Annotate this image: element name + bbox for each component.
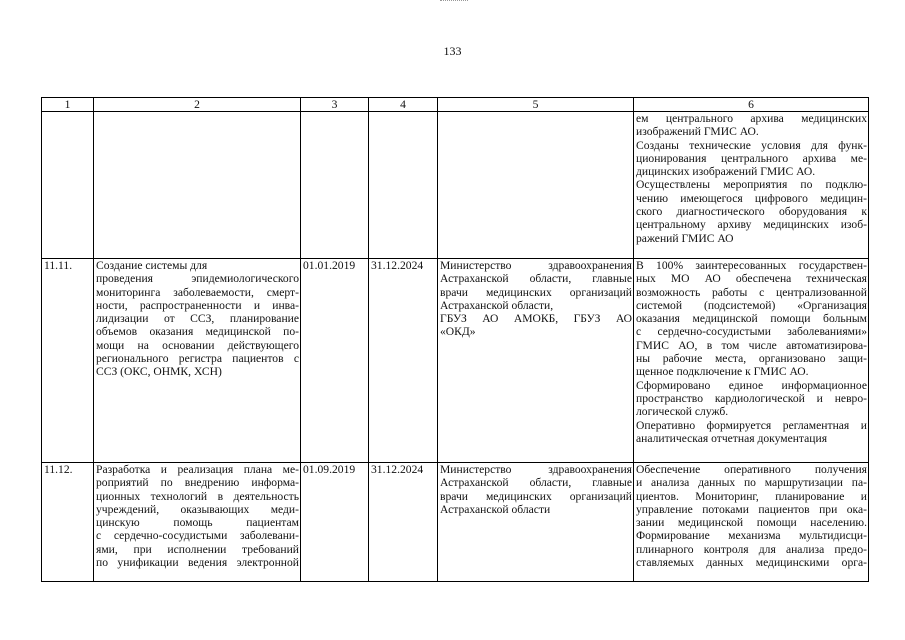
text-line: зании медицинской помощи населению. (636, 516, 867, 530)
header-col-3: 3 (301, 98, 369, 112)
result-cell (634, 259, 869, 463)
header-col-5: 5 (438, 98, 634, 112)
text-line: Осуществлены мероприятия по подклю- (636, 178, 867, 192)
header-row (42, 98, 869, 112)
text-line: лидизации от ССЗ, планирование (96, 312, 299, 326)
text-line: ционирования центрального архива ме- (636, 151, 867, 165)
text-line: регионального регистра пациентов с (96, 352, 299, 366)
text-line: объемов оказания медицинской по- (96, 325, 299, 339)
responsible-cell (438, 259, 634, 463)
start-date: 01.09.2019 (301, 463, 369, 582)
text-line: Оперативно формируется регламентная и (636, 418, 867, 432)
text-line: цинскую помощь пациентам (96, 516, 299, 530)
header-col-6: 6 (634, 98, 869, 112)
cont-responsible-cell (438, 112, 634, 259)
text-line: Астраханской области, главные (440, 476, 632, 490)
page-number: 133 (443, 44, 462, 58)
text-line: ционных технологий в деятельность (96, 489, 299, 503)
text-line: ГБУЗ АО АМОКБ, ГБУЗ АО (440, 312, 632, 326)
text-line: по унификации ведения электронной (96, 556, 299, 570)
text-line: Созданы технические условия для функ- (636, 138, 867, 152)
table-row (42, 463, 869, 582)
text-line: «ОКД» (440, 325, 476, 339)
text-line: Разработка и реализация плана ме- (96, 463, 299, 476)
text-line: управление потоками пациентов при ока- (636, 502, 867, 516)
text-line: ны рабочие места, организовано защи- (636, 352, 867, 366)
text-line: мониторинга заболеваемости, смерт- (96, 285, 299, 299)
row-number: 11.12. (42, 463, 94, 582)
text-line: Астраханской области, главные (440, 272, 632, 286)
text-line: Формирование механизма мультидисци- (636, 529, 867, 543)
text-line: мощи на основании действующего (96, 338, 299, 352)
text-line: ГМИС АО, в том числе автоматизирова- (636, 338, 867, 352)
text-line: с сердечно-сосудистыми заболеваниями» (636, 325, 867, 339)
start-date: 01.01.2019 (301, 259, 369, 463)
text-line: центральному архиву медицинских изоб- (636, 218, 867, 232)
end-date: 31.12.2024 (369, 259, 438, 463)
text-line: с сердечно-сосудистыми заболевани- (96, 529, 299, 543)
task-cell (94, 463, 301, 582)
text-line: ем центрального архива медицинских (636, 112, 867, 125)
cont-result-cell (634, 112, 869, 259)
text-line: Астраханской области, (440, 298, 554, 312)
continuation-row (42, 112, 869, 259)
text-line: ности, распространенности и инва- (96, 298, 299, 312)
text-line: пространство кардиологической и невро- (636, 391, 867, 405)
responsible-cell (438, 463, 634, 582)
result-cell (634, 463, 869, 582)
header-col-1: 1 (42, 98, 94, 112)
text-line: ставляемых данных медицинскими орга- (636, 556, 867, 570)
text-line: ных МО АО обеспечена техническая (636, 272, 867, 286)
text-line: ражений ГМИС АО (636, 231, 734, 245)
text-line: и анализа данных по маршрутизации па- (636, 476, 867, 490)
measures-table (41, 97, 869, 582)
task-cell (94, 259, 301, 463)
cont-start-cell (301, 112, 369, 259)
text-line: оказания медицинской помощи больным (636, 312, 867, 326)
text-line: учреждений, оказывающих меди- (96, 502, 299, 516)
text-line: врачи медицинских организаций (440, 285, 632, 299)
cont-task-cell (94, 112, 301, 259)
text-line: возможность работы с централизованной (636, 285, 867, 299)
text-line: щенное подключение к ГМИС АО. (636, 365, 809, 379)
cont-end-cell (369, 112, 438, 259)
text-line: врачи медицинских организаций (440, 489, 632, 503)
text-line: циентов. Мониторинг, планирование и (636, 489, 867, 503)
text-line: ями, при исполнении требований (96, 542, 299, 556)
text-line: В 100% заинтересованных государствен- (636, 259, 867, 272)
table-row (42, 259, 869, 463)
text-line: плинарного контроля для анализа предо- (636, 542, 867, 556)
text-line: системой (подсистемой) «Организация (636, 298, 867, 312)
top-edge-mark (440, 0, 468, 3)
text-line: проведения эпидемиологического (96, 272, 299, 286)
text-line: Астраханской области (440, 502, 551, 516)
text-line: чению имеющегося цифрового медицин- (636, 191, 867, 205)
text-line: изображений ГМИС АО. (636, 125, 759, 139)
text-line: аналитическая отчетная документация (636, 431, 828, 445)
row-number: 11.11. (42, 259, 94, 463)
text-line: ССЗ (ОКС, ОНМК, ХСН) (96, 365, 222, 379)
text-line: Обеспечение оперативного получения (636, 463, 867, 476)
cont-num-cell (42, 112, 94, 259)
text-line: дицинских изображений ГМИС АО. (636, 165, 816, 179)
text-line: Создание системы для (96, 259, 208, 272)
text-line: ского диагностического оборудования к (636, 205, 867, 219)
text-line: Министерство здравоохранения (440, 259, 632, 272)
text-line: Министерство здравоохранения (440, 463, 632, 476)
header-col-2: 2 (94, 98, 301, 112)
text-line: Сформировано единое информационное (636, 378, 867, 392)
text-line: логической служб. (636, 405, 729, 419)
header-col-4: 4 (369, 98, 438, 112)
text-line: роприятий по внедрению информа- (96, 476, 299, 490)
end-date: 31.12.2024 (369, 463, 438, 582)
